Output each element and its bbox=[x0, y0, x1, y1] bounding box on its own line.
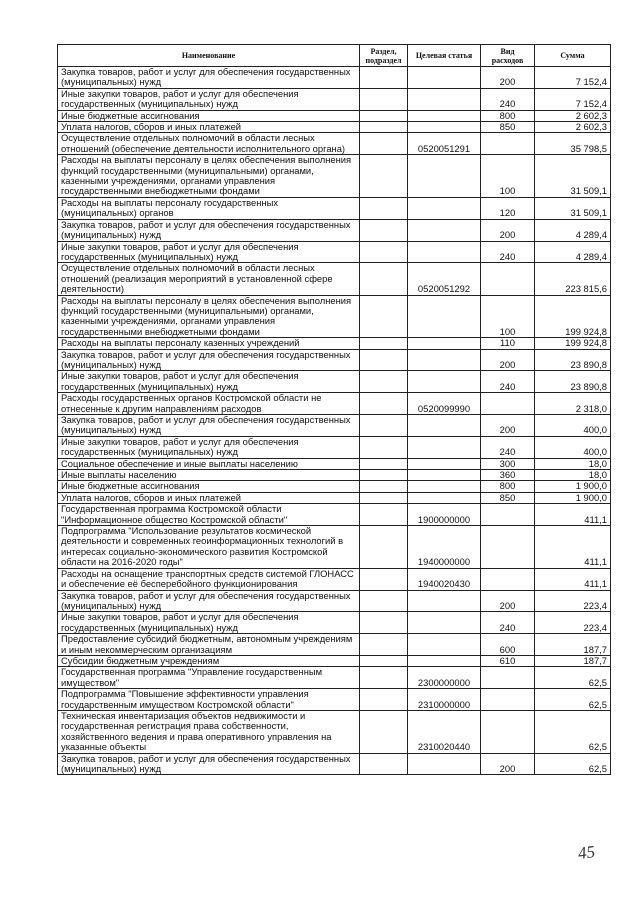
page-number: 45 bbox=[576, 841, 597, 864]
row-section bbox=[360, 655, 408, 666]
row-name: Расходы на выплаты персоналу государственных (муниципальных) органов bbox=[58, 197, 360, 219]
row-name: Подпрограмма "Использование результатов космической деятельности и современных геоинформационных технологий в интересах социально-экономического развития Костромской области на 2016-2020 годы" bbox=[58, 526, 360, 569]
table-row bbox=[58, 458, 611, 469]
row-target bbox=[408, 458, 481, 469]
row-kind: 800 bbox=[481, 110, 535, 121]
header-name: Наименование bbox=[58, 45, 360, 67]
row-sum: 18,0 bbox=[535, 470, 611, 481]
row-target bbox=[408, 590, 481, 612]
table-row bbox=[58, 612, 611, 634]
row-target bbox=[408, 349, 481, 371]
table-row bbox=[58, 263, 611, 295]
row-name: Иные закупки товаров, работ и услуг для обеспечения государственных (муниципальных) нужд bbox=[58, 436, 360, 458]
row-sum: 223,4 bbox=[535, 590, 611, 612]
table-row bbox=[58, 634, 611, 656]
row-sum: 4 289,4 bbox=[535, 241, 611, 263]
row-sum: 31 509,1 bbox=[535, 155, 611, 198]
row-sum: 4 289,4 bbox=[535, 219, 611, 241]
row-kind: 100 bbox=[481, 155, 535, 198]
row-target bbox=[408, 122, 481, 133]
row-name: Иные выплаты населению bbox=[58, 470, 360, 481]
row-sum: 62,5 bbox=[535, 667, 611, 689]
row-name: Иные закупки товаров, работ и услуг для обеспечения государственных (муниципальных) нужд bbox=[58, 371, 360, 393]
table-row bbox=[58, 481, 611, 492]
row-section bbox=[360, 590, 408, 612]
row-sum: 223 815,6 bbox=[535, 263, 611, 295]
row-kind: 200 bbox=[481, 753, 535, 775]
row-section bbox=[360, 481, 408, 492]
row-sum: 7 152,4 bbox=[535, 88, 611, 110]
row-kind: 100 bbox=[481, 295, 535, 338]
row-name: Осуществление отдельных полномочий в области лесных отношений (обеспечение деятельности исполнительного органа) bbox=[58, 133, 360, 155]
row-name: Закупка товаров, работ и услуг для обеспечения государственных (муниципальных) нужд bbox=[58, 753, 360, 775]
row-target bbox=[408, 338, 481, 349]
row-name: Закупка товаров, работ и услуг для обеспечения государственных (муниципальных) нужд bbox=[58, 219, 360, 241]
row-section bbox=[360, 67, 408, 89]
row-kind: 120 bbox=[481, 197, 535, 219]
table-row bbox=[58, 88, 611, 110]
row-sum: 411,1 bbox=[535, 504, 611, 526]
header-kind: Вид расходов bbox=[481, 45, 535, 67]
row-kind: 200 bbox=[481, 67, 535, 89]
row-kind: 200 bbox=[481, 219, 535, 241]
row-kind bbox=[481, 504, 535, 526]
row-section bbox=[360, 753, 408, 775]
budget-table bbox=[57, 44, 611, 775]
row-kind: 110 bbox=[481, 338, 535, 349]
table-row bbox=[58, 155, 611, 198]
table-row bbox=[58, 655, 611, 666]
table-row bbox=[58, 295, 611, 338]
table-row bbox=[58, 349, 611, 371]
row-kind bbox=[481, 710, 535, 753]
row-name: Иные закупки товаров, работ и услуг для обеспечения государственных (муниципальных) нужд bbox=[58, 241, 360, 263]
row-sum: 2 602,3 bbox=[535, 110, 611, 121]
row-kind bbox=[481, 263, 535, 295]
row-section bbox=[360, 667, 408, 689]
header-section: Раздел, подраздел bbox=[360, 45, 408, 67]
row-target bbox=[408, 753, 481, 775]
row-section bbox=[360, 470, 408, 481]
table-row bbox=[58, 67, 611, 89]
row-section bbox=[360, 710, 408, 753]
row-section bbox=[360, 349, 408, 371]
row-sum: 62,5 bbox=[535, 710, 611, 753]
row-section bbox=[360, 133, 408, 155]
row-sum: 62,5 bbox=[535, 689, 611, 711]
row-name: Расходы на выплаты персоналу в целях обеспечения выполнения функций государственными (муниципальными) органами, казенными учреждениями, органами управления государственными внебюджетными фондами bbox=[58, 155, 360, 198]
row-kind bbox=[481, 568, 535, 590]
row-name: Расходы государственных органов Костромской области не отнесенные к другим направлениям расходов bbox=[58, 393, 360, 415]
row-section bbox=[360, 122, 408, 133]
row-section bbox=[360, 219, 408, 241]
row-target bbox=[408, 436, 481, 458]
row-name: Подпрограмма "Повышение эффективности управления государственным имуществом Костромской области" bbox=[58, 689, 360, 711]
row-kind: 240 bbox=[481, 612, 535, 634]
row-target bbox=[408, 371, 481, 393]
row-sum: 411,1 bbox=[535, 568, 611, 590]
row-target: 1940000000 bbox=[408, 526, 481, 569]
row-section bbox=[360, 492, 408, 503]
row-section bbox=[360, 263, 408, 295]
table-body bbox=[58, 67, 611, 775]
table-header bbox=[58, 45, 611, 67]
table-row bbox=[58, 753, 611, 775]
row-target: 1900000000 bbox=[408, 504, 481, 526]
table-row bbox=[58, 710, 611, 753]
row-target bbox=[408, 67, 481, 89]
row-sum: 1 900,0 bbox=[535, 481, 611, 492]
row-kind: 200 bbox=[481, 415, 535, 437]
row-target bbox=[408, 612, 481, 634]
row-name: Субсидии бюджетным учреждениям bbox=[58, 655, 360, 666]
table-row bbox=[58, 436, 611, 458]
row-sum: 23 890,8 bbox=[535, 349, 611, 371]
row-name: Расходы на оснащение транспортных средств системой ГЛОНАСС и обеспечение её бесперебойного функционирования bbox=[58, 568, 360, 590]
row-target bbox=[408, 470, 481, 481]
row-section bbox=[360, 458, 408, 469]
row-target: 2310000000 bbox=[408, 689, 481, 711]
header-sum: Сумма bbox=[535, 45, 611, 67]
row-kind bbox=[481, 393, 535, 415]
row-name: Закупка товаров, работ и услуг для обеспечения государственных (муниципальных) нужд bbox=[58, 349, 360, 371]
row-kind: 240 bbox=[481, 241, 535, 263]
row-target bbox=[408, 415, 481, 437]
row-name: Уплата налогов, сборов и иных платежей bbox=[58, 492, 360, 503]
row-section bbox=[360, 568, 408, 590]
header-target: Целевая статья bbox=[408, 45, 481, 67]
row-section bbox=[360, 634, 408, 656]
row-target bbox=[408, 197, 481, 219]
row-name: Социальное обеспечение и иные выплаты населению bbox=[58, 458, 360, 469]
row-name: Закупка товаров, работ и услуг для обеспечения государственных (муниципальных) нужд bbox=[58, 590, 360, 612]
table-row bbox=[58, 689, 611, 711]
row-sum: 199 924,8 bbox=[535, 338, 611, 349]
row-target: 2310020440 bbox=[408, 710, 481, 753]
row-name: Предоставление субсидий бюджетным, автономным учреждениям и иным некоммерческим организациям bbox=[58, 634, 360, 656]
row-kind: 850 bbox=[481, 122, 535, 133]
table-row bbox=[58, 526, 611, 569]
row-target: 1940020430 bbox=[408, 568, 481, 590]
row-sum: 7 152,4 bbox=[535, 67, 611, 89]
row-section bbox=[360, 504, 408, 526]
row-kind: 240 bbox=[481, 436, 535, 458]
row-section bbox=[360, 197, 408, 219]
row-name: Осуществление отдельных полномочий в области лесных отношений (реализация мероприятий в установленной сфере деятельности) bbox=[58, 263, 360, 295]
row-kind: 800 bbox=[481, 481, 535, 492]
row-kind: 360 bbox=[481, 470, 535, 481]
row-target: 0520051292 bbox=[408, 263, 481, 295]
row-kind: 240 bbox=[481, 371, 535, 393]
row-name: Иные бюджетные ассигнования bbox=[58, 481, 360, 492]
row-kind: 600 bbox=[481, 634, 535, 656]
table-row bbox=[58, 415, 611, 437]
row-sum: 400,0 bbox=[535, 436, 611, 458]
row-section bbox=[360, 88, 408, 110]
row-kind: 300 bbox=[481, 458, 535, 469]
row-name: Техническая инвентаризация объектов недвижимости и государственная регистрация права собственности, хозяйственного ведения и права оперативного управления на указанные объекты bbox=[58, 710, 360, 753]
row-name: Государственная программа "Управление государственным имуществом" bbox=[58, 667, 360, 689]
row-kind: 240 bbox=[481, 88, 535, 110]
row-kind: 200 bbox=[481, 349, 535, 371]
row-section bbox=[360, 689, 408, 711]
row-section bbox=[360, 295, 408, 338]
row-target bbox=[408, 155, 481, 198]
row-name: Иные закупки товаров, работ и услуг для обеспечения государственных (муниципальных) нужд bbox=[58, 88, 360, 110]
row-sum: 187,7 bbox=[535, 655, 611, 666]
row-section bbox=[360, 526, 408, 569]
row-sum: 223,4 bbox=[535, 612, 611, 634]
table-row bbox=[58, 504, 611, 526]
table-row bbox=[58, 197, 611, 219]
row-sum: 31 509,1 bbox=[535, 197, 611, 219]
row-name: Иные закупки товаров, работ и услуг для обеспечения государственных (муниципальных) нужд bbox=[58, 612, 360, 634]
row-target bbox=[408, 241, 481, 263]
row-section bbox=[360, 436, 408, 458]
row-target bbox=[408, 295, 481, 338]
row-name: Иные бюджетные ассигнования bbox=[58, 110, 360, 121]
row-section bbox=[360, 155, 408, 198]
row-kind: 610 bbox=[481, 655, 535, 666]
row-name: Расходы на выплаты персоналу в целях обеспечения выполнения функций государственными (муниципальными) органами, казенными учреждениями, органами управления государственными внебюджетными фондами bbox=[58, 295, 360, 338]
row-name: Закупка товаров, работ и услуг для обеспечения государственных (муниципальных) нужд bbox=[58, 415, 360, 437]
row-sum: 18,0 bbox=[535, 458, 611, 469]
row-kind: 200 bbox=[481, 590, 535, 612]
row-sum: 199 924,8 bbox=[535, 295, 611, 338]
row-sum: 400,0 bbox=[535, 415, 611, 437]
row-target bbox=[408, 481, 481, 492]
row-name: Расходы на выплаты персоналу казенных учреждений bbox=[58, 338, 360, 349]
row-section bbox=[360, 393, 408, 415]
row-sum: 62,5 bbox=[535, 753, 611, 775]
row-kind bbox=[481, 133, 535, 155]
row-target bbox=[408, 655, 481, 666]
row-sum: 187,7 bbox=[535, 634, 611, 656]
row-sum: 35 798,5 bbox=[535, 133, 611, 155]
row-kind: 850 bbox=[481, 492, 535, 503]
row-target bbox=[408, 492, 481, 503]
table-row bbox=[58, 219, 611, 241]
table-row bbox=[58, 110, 611, 121]
table-row bbox=[58, 492, 611, 503]
row-kind bbox=[481, 526, 535, 569]
row-sum: 2 602,3 bbox=[535, 122, 611, 133]
row-name: Закупка товаров, работ и услуг для обеспечения государственных (муниципальных) нужд bbox=[58, 67, 360, 89]
row-sum: 2 318,0 bbox=[535, 393, 611, 415]
row-target: 0520099990 bbox=[408, 393, 481, 415]
row-section bbox=[360, 612, 408, 634]
table-row bbox=[58, 371, 611, 393]
table-row bbox=[58, 470, 611, 481]
table-row bbox=[58, 241, 611, 263]
table-row bbox=[58, 590, 611, 612]
row-section bbox=[360, 241, 408, 263]
row-target: 2300000000 bbox=[408, 667, 481, 689]
row-kind bbox=[481, 667, 535, 689]
row-target: 0520051291 bbox=[408, 133, 481, 155]
table-row bbox=[58, 133, 611, 155]
row-target bbox=[408, 219, 481, 241]
table-row bbox=[58, 667, 611, 689]
row-section bbox=[360, 338, 408, 349]
row-target bbox=[408, 110, 481, 121]
row-target bbox=[408, 634, 481, 656]
row-target bbox=[408, 88, 481, 110]
row-name: Государственная программа Костромской области "Информационное общество Костромской области" bbox=[58, 504, 360, 526]
row-section bbox=[360, 415, 408, 437]
row-kind bbox=[481, 689, 535, 711]
table-row bbox=[58, 568, 611, 590]
row-sum: 411,1 bbox=[535, 526, 611, 569]
table-row bbox=[58, 122, 611, 133]
row-section bbox=[360, 110, 408, 121]
table-row bbox=[58, 338, 611, 349]
row-section bbox=[360, 371, 408, 393]
row-sum: 23 890,8 bbox=[535, 371, 611, 393]
row-sum: 1 900,0 bbox=[535, 492, 611, 503]
table-row bbox=[58, 393, 611, 415]
row-name: Уплата налогов, сборов и иных платежей bbox=[58, 122, 360, 133]
